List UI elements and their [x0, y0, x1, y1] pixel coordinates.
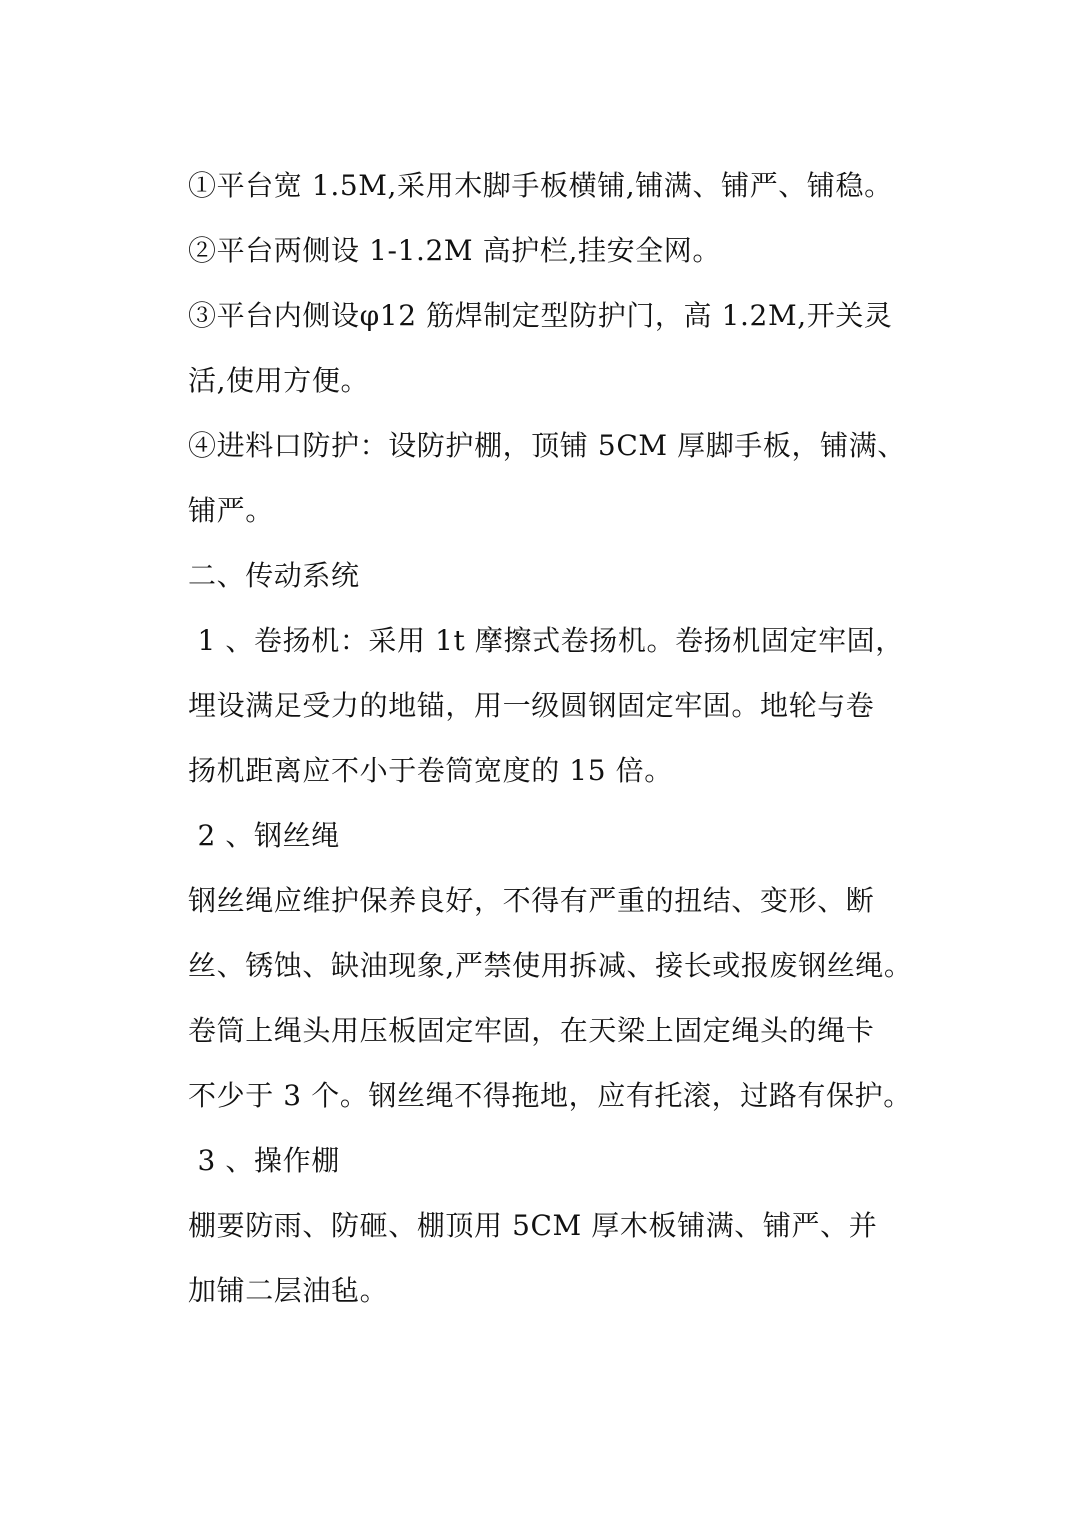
paragraph-wire-rope-line-4: 不少于 3 个。钢丝绳不得拖地，应有托滚，过路有保护。 — [188, 1079, 912, 1112]
item-platform-railing: ②平台两侧设 1-1.2M 高护栏,挂安全网。 — [188, 234, 721, 267]
item-feed-opening: ④进料口防护：设防护棚，顶铺 5CM 厚脚手板，铺满、 — [188, 429, 906, 462]
subsection-operating-shed: 3 、操作棚 — [188, 1144, 340, 1177]
paragraph-wire-rope-line-3: 卷筒上绳头用压板固定牢固，在天梁上固定绳头的绳卡 — [188, 1014, 875, 1047]
paragraph-wire-rope-line-1: 钢丝绳应维护保养良好，不得有严重的扭结、变形、断 — [188, 884, 875, 917]
subsection-wire-rope: 2 、钢丝绳 — [188, 819, 340, 852]
document-body — [188, 153, 913, 1323]
item-platform-door-continued: 活,使用方便。 — [188, 364, 370, 397]
item-feed-opening-continued: 铺严。 — [188, 494, 274, 527]
paragraph-shed-line-2: 加铺二层油毡。 — [188, 1274, 389, 1307]
paragraph-winch-line-3: 扬机距离应不小于卷筒宽度的 15 倍。 — [188, 754, 673, 787]
item-platform-door: ③平台内侧设φ12 筋焊制定型防护门，高 1.2M,开关灵 — [188, 299, 893, 332]
section-heading-transmission: 二、传动系统 — [188, 559, 360, 592]
paragraph-winch-line-2: 埋设满足受力的地锚，用一级圆钢固定牢固。地轮与卷 — [188, 689, 875, 722]
paragraph-wire-rope-line-2: 丝、锈蚀、缺油现象,严禁使用拆减、接长或报废钢丝绳。 — [188, 949, 913, 982]
paragraph-shed-line-1: 棚要防雨、防砸、棚顶用 5CM 厚木板铺满、铺严、并 — [188, 1209, 878, 1242]
item-platform-width: ①平台宽 1.5M,采用木脚手板横铺,铺满、铺严、铺稳。 — [188, 169, 893, 202]
subsection-winch: 1 、卷扬机：采用 1t 摩擦式卷扬机。卷扬机固定牢固， — [188, 624, 904, 657]
